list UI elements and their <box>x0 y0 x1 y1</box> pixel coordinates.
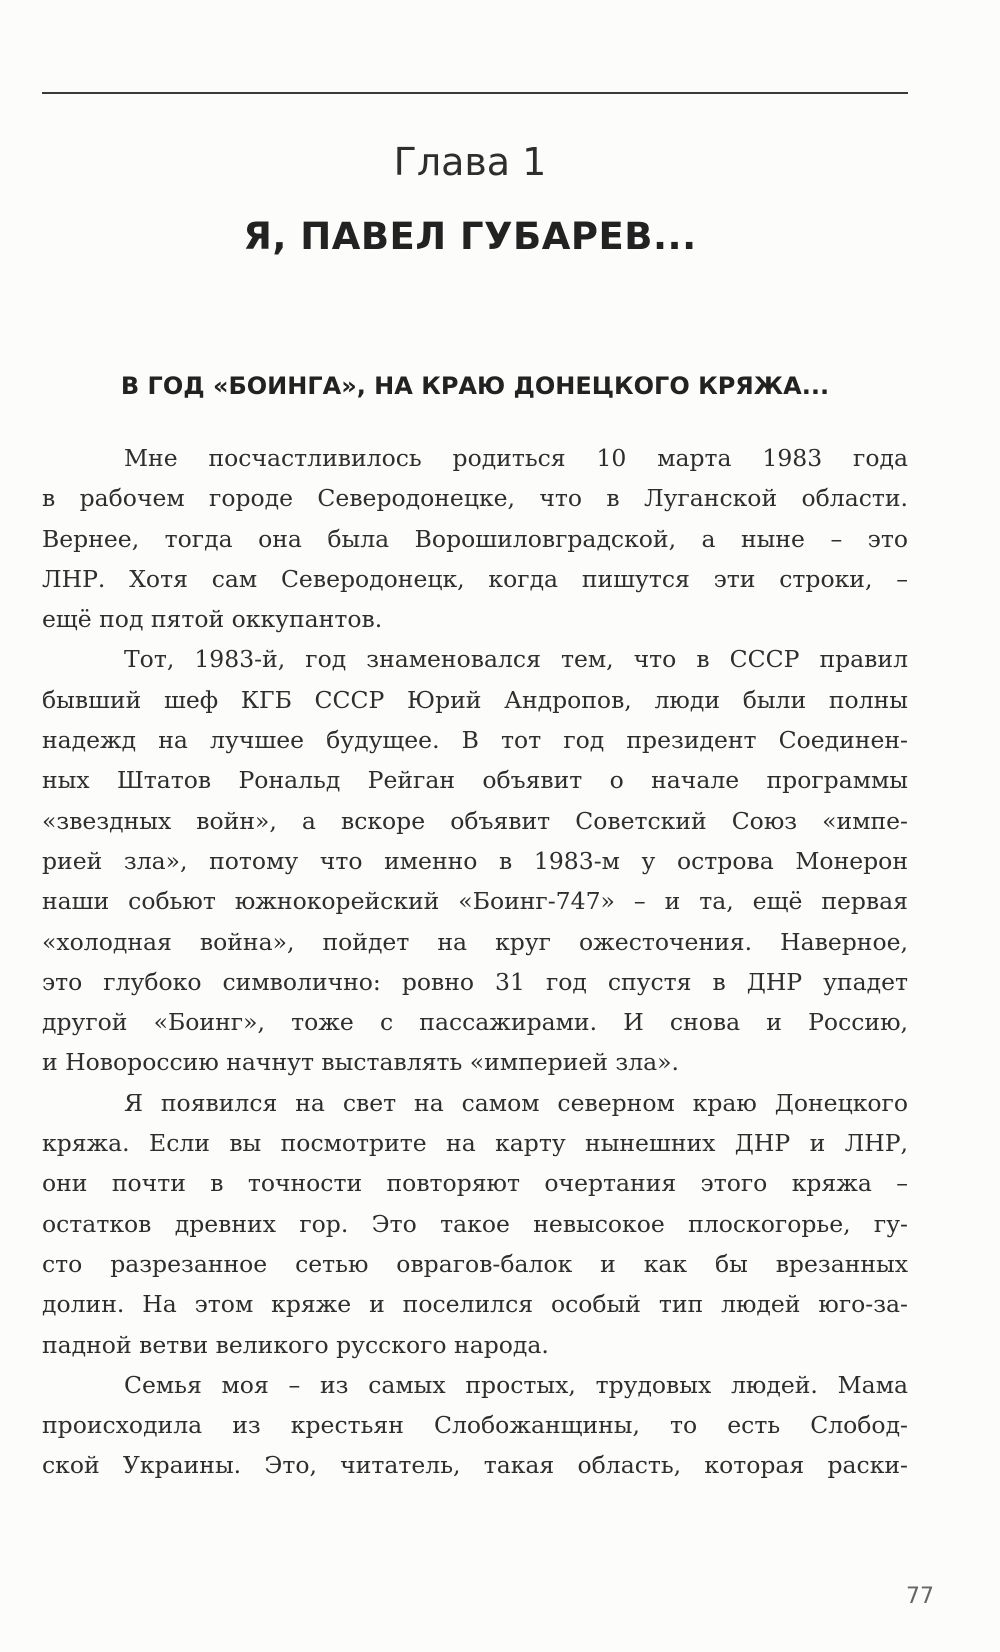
text-line: «звездных войн», а вскоре объявит Советский Союз «импе- <box>42 806 908 835</box>
text-line: они почти в точности повторяют очертания этого кряжа – <box>42 1169 908 1198</box>
text-line: ных Штатов Рональд Рейган объявит о начале программы <box>42 766 908 795</box>
page-number: 77 <box>906 1584 934 1609</box>
text-line: наши собьют южнокорейский «Боинг-747» – и та, ещё первая <box>42 887 908 916</box>
text-line: остатков древних гор. Это такое невысокое плоскогорье, гу- <box>42 1209 908 1238</box>
text-line: бывший шеф КГБ СССР Юрий Андропов, люди были полны <box>42 685 908 714</box>
chapter-title: Я, ПАВЕЛ ГУБАРЕВ... <box>243 215 697 258</box>
text-line: Тот, 1983-й, год знаменовался тем, что в СССР правил <box>124 645 908 674</box>
body-text <box>42 438 908 1486</box>
text-line: «холодная война», пойдет на круг ожесточения. Наверное, <box>42 927 908 956</box>
text-line: в рабочем городе Северодонецке, что в Луганской области. <box>42 484 908 513</box>
text-line: рией зла», потому что именно в 1983-м у острова Монерон <box>42 846 908 875</box>
text-line: кряжа. Если вы посмотрите на карту нынешних ДНР и ЛНР, <box>42 1129 908 1158</box>
text-line: ЛНР. Хотя сам Северодонецк, когда пишутся эти строки, – <box>42 564 908 593</box>
text-line: ещё под пятой оккупантов. <box>42 605 383 634</box>
text-line: надежд на лучшее будущее. В тот год президент Соединен- <box>42 726 908 755</box>
text-line: ской Украины. Это, читатель, такая область, которая раски- <box>42 1451 908 1480</box>
text-line: долин. На этом кряже и поселился особый тип людей юго-за- <box>42 1290 908 1319</box>
text-line: Я появился на свет на самом северном краю Донецкого <box>124 1088 908 1117</box>
text-line: Мне посчастливилось родиться 10 марта 1983 года <box>124 444 908 472</box>
top-rule <box>42 92 908 94</box>
text-line: и Новороссию начнут выставлять «империей зла». <box>42 1048 680 1077</box>
text-line: Вернее, тогда она была Ворошиловградской, а ныне – это <box>42 524 908 553</box>
text-line: падной ветви великого русского народа. <box>42 1330 549 1359</box>
text-line: происходила из крестьян Слобожанщины, то есть Слобод- <box>42 1411 908 1440</box>
chapter-label: Глава 1 <box>393 140 547 184</box>
text-line: другой «Боинг», тоже с пассажирами. И снова и Россию, <box>42 1008 908 1037</box>
text-line: Семья моя – из самых простых, трудовых людей. Мама <box>124 1370 908 1399</box>
text-line: это глубоко символично: ровно 31 год спустя в ДНР упадет <box>42 967 908 996</box>
text-line: сто разрезанное сетью оврагов-балок и как бы врезанных <box>42 1249 908 1278</box>
section-heading: В ГОД «БОИНГА», НА КРАЮ ДОНЕЦКОГО КРЯЖА... <box>120 372 830 400</box>
